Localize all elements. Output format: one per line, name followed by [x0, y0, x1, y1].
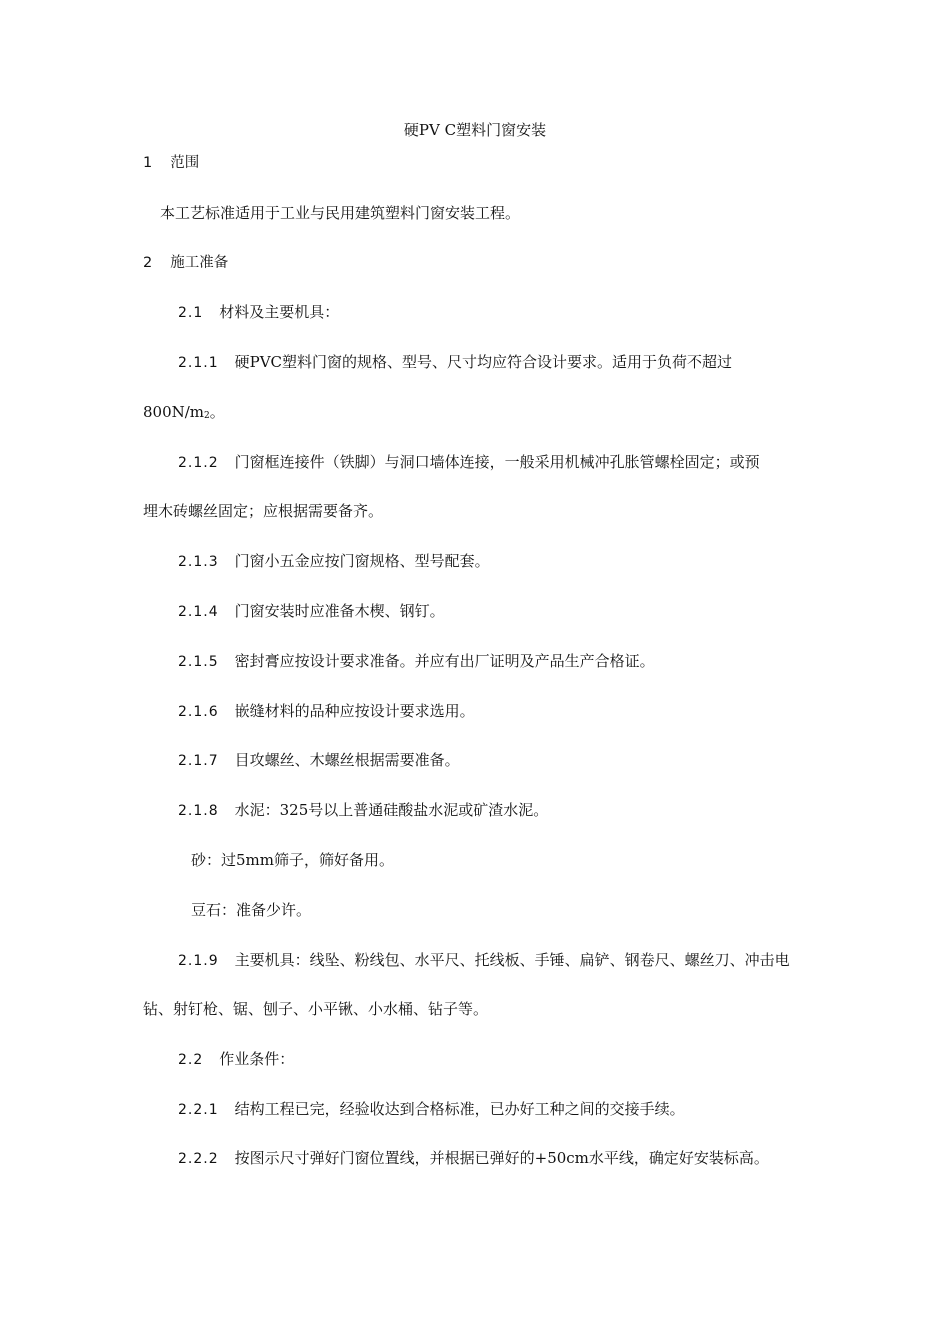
clause-text: 水泥：325号以上普通硅酸盐水泥或矿渣水泥。 — [234, 801, 549, 819]
section-title: 施工准备 — [170, 255, 229, 271]
clause-text: 硬PVC塑料门窗的规格、型号、尺寸均应符合设计要求。适用于负荷不超过 — [234, 353, 733, 371]
clause-2-1-9 — [178, 950, 790, 971]
clause-number: 2.2.2 — [178, 1151, 219, 1167]
section-1-body: 本工艺标准适用于工业与民用建筑塑料门窗安装工程。 — [160, 204, 521, 222]
clause-2-1-2-continuation: 埋木砖螺丝固定；应根据需要备齐。 — [143, 502, 384, 520]
clause-text: 目攻螺丝、木螺丝根据需要准备。 — [234, 751, 460, 769]
clause-2-1-4 — [178, 601, 445, 622]
clause-2-1-5 — [178, 651, 655, 672]
clause-number: 2.1.1 — [178, 355, 219, 371]
clause-number: 2.1.2 — [178, 455, 219, 471]
subsection-2-1 — [178, 302, 339, 323]
clause-text: 门窗小五金应按门窗规格、型号配套。 — [234, 552, 490, 570]
clause-text: 作业条件： — [219, 1050, 295, 1068]
clause-number: 2.1.7 — [178, 753, 219, 769]
period: 。 — [209, 403, 225, 421]
clause-number: 2.1.8 — [178, 803, 219, 819]
clause-2-2-1 — [178, 1099, 685, 1120]
clause-number: 2.1.4 — [178, 604, 219, 620]
clause-number: 2.1 — [178, 305, 204, 321]
clause-2-1-2 — [178, 452, 760, 473]
clause-number: 2.2.1 — [178, 1102, 219, 1118]
clause-2-1-8-sand: 砂：过5mm筛子，筛好备用。 — [191, 851, 394, 869]
clause-2-1-1 — [178, 352, 732, 373]
clause-text: 结构工程已完，经验收达到合格标准，已办好工种之间的交接手续。 — [234, 1100, 685, 1118]
clause-number: 2.1.3 — [178, 554, 219, 570]
clause-2-1-3 — [178, 551, 490, 572]
clause-text: 密封膏应按设计要求准备。并应有出厂证明及产品生产合格证。 — [234, 652, 655, 670]
clause-2-2-2 — [178, 1148, 769, 1169]
section-1-heading — [143, 153, 199, 173]
clause-number: 2.1.5 — [178, 654, 219, 670]
document-title: 硬PV C塑料门窗安装 — [403, 121, 547, 139]
clause-2-1-7 — [178, 750, 460, 771]
clause-text: 按图示尺寸弹好门窗位置线，并根据已弹好的+50cm水平线，确定好安装标高。 — [234, 1149, 769, 1167]
clause-number: 2.2 — [178, 1052, 204, 1068]
load-unit-subscript: 2 — [204, 411, 210, 421]
section-2-heading — [143, 253, 228, 273]
clause-text: 门窗框连接件（铁脚）与洞口墙体连接，一般采用机械冲孔胀管螺栓固定；或预 — [234, 453, 760, 471]
clause-text: 主要机具：线坠、粉线包、水平尺、托线板、手锤、扁铲、钢卷尺、螺丝刀、冲击电 — [234, 951, 790, 969]
clause-text: 门窗安装时应准备木楔、钢钉。 — [234, 602, 445, 620]
clause-2-1-8-pebble: 豆石：准备少许。 — [191, 901, 312, 919]
load-value: 800N/m — [143, 403, 205, 421]
clause-2-1-6 — [178, 701, 475, 722]
clause-text: 材料及主要机具： — [219, 303, 340, 321]
clause-2-1-9-continuation: 钻、射钉枪、锯、刨子、小平锹、小水桶、钻子等。 — [143, 1000, 489, 1018]
section-number: 1 — [143, 155, 153, 171]
clause-number: 2.1.6 — [178, 704, 219, 720]
clause-text: 嵌缝材料的品种应按设计要求选用。 — [234, 702, 475, 720]
subsection-2-2 — [178, 1049, 294, 1070]
section-title: 范围 — [170, 155, 200, 171]
clause-2-1-8 — [178, 800, 548, 821]
clause-number: 2.1.9 — [178, 953, 219, 969]
section-number: 2 — [143, 255, 153, 271]
clause-2-1-1-continuation — [143, 402, 225, 426]
